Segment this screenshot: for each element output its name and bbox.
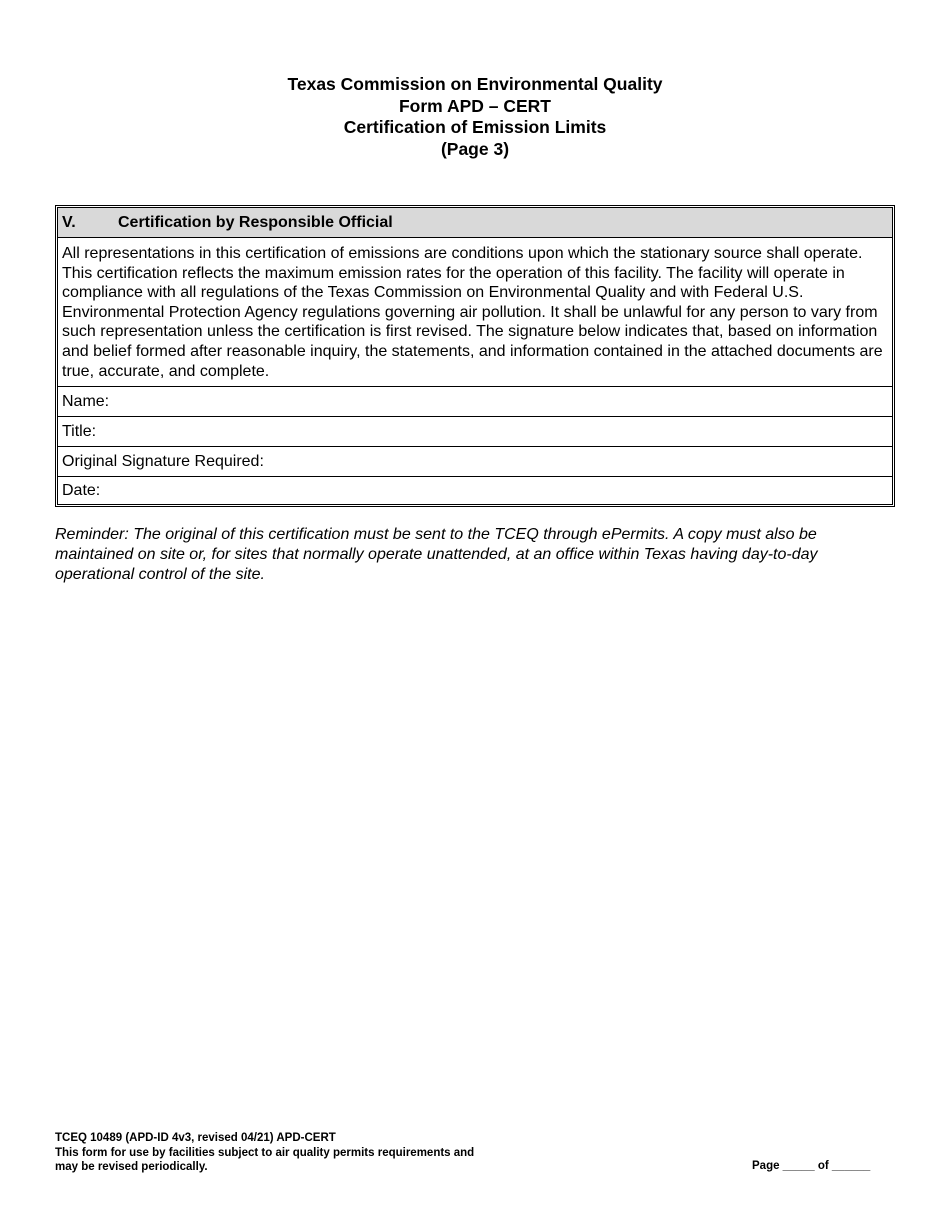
form-header xyxy=(0,74,950,160)
section-title: Certification by Responsible Official xyxy=(118,213,393,231)
certification-table xyxy=(55,205,895,507)
date-label: Date: xyxy=(62,481,101,499)
title-label: Title: xyxy=(62,422,97,440)
date-field[interactable] xyxy=(58,477,892,504)
certification-statement: All representations in this certification of emissions are conditions upon which the stationary source shall operate. This certification reflects the maximum emission rates for the operation of this facility. The facility will operate in compliance with all regulations of the Texas Commission on Environmental Quality and with Federal U.S. Environmental Protection Agency regulations governing air pollution. It shall be unlawful for any person to vary from such representation unless the certification is first revised. The signature below indicates that, based on information and belief formed after reasonable inquiry, the statements, and information contained in the attached documents are true, accurate, and complete. xyxy=(58,238,892,387)
footer-note-1: This form for use by facilities subject to air quality permits requirements and xyxy=(55,1146,475,1159)
form-name: Form APD – CERT xyxy=(398,95,551,116)
name-field[interactable] xyxy=(58,387,892,417)
reminder-note: Reminder: The original of this certification must be sent to the TCEQ through ePermits. A copy must also be maintained on site or, for sites that normally operate unattended, at an office within Texas having day-to-day operational control of the site. xyxy=(55,526,818,583)
form-id: TCEQ 10489 (APD-ID 4v3, revised 04/21) APD-CERT xyxy=(55,1132,336,1144)
agency-title: Texas Commission on Environmental Quality xyxy=(287,74,663,94)
form-title: Certification of Emission Limits xyxy=(343,117,607,137)
name-label: Name: xyxy=(62,392,110,410)
footer-note-2: may be revised periodically. xyxy=(55,1161,208,1173)
section-number: V. xyxy=(62,213,76,231)
page-label: (Page 3) xyxy=(440,138,510,159)
title-field[interactable] xyxy=(58,417,892,447)
signature-label: Original Signature Required: xyxy=(62,452,264,470)
page-number: Page _____ of ______ xyxy=(752,1160,871,1172)
form-footer xyxy=(55,1131,474,1175)
signature-field[interactable] xyxy=(58,447,892,477)
section-header xyxy=(58,208,892,238)
